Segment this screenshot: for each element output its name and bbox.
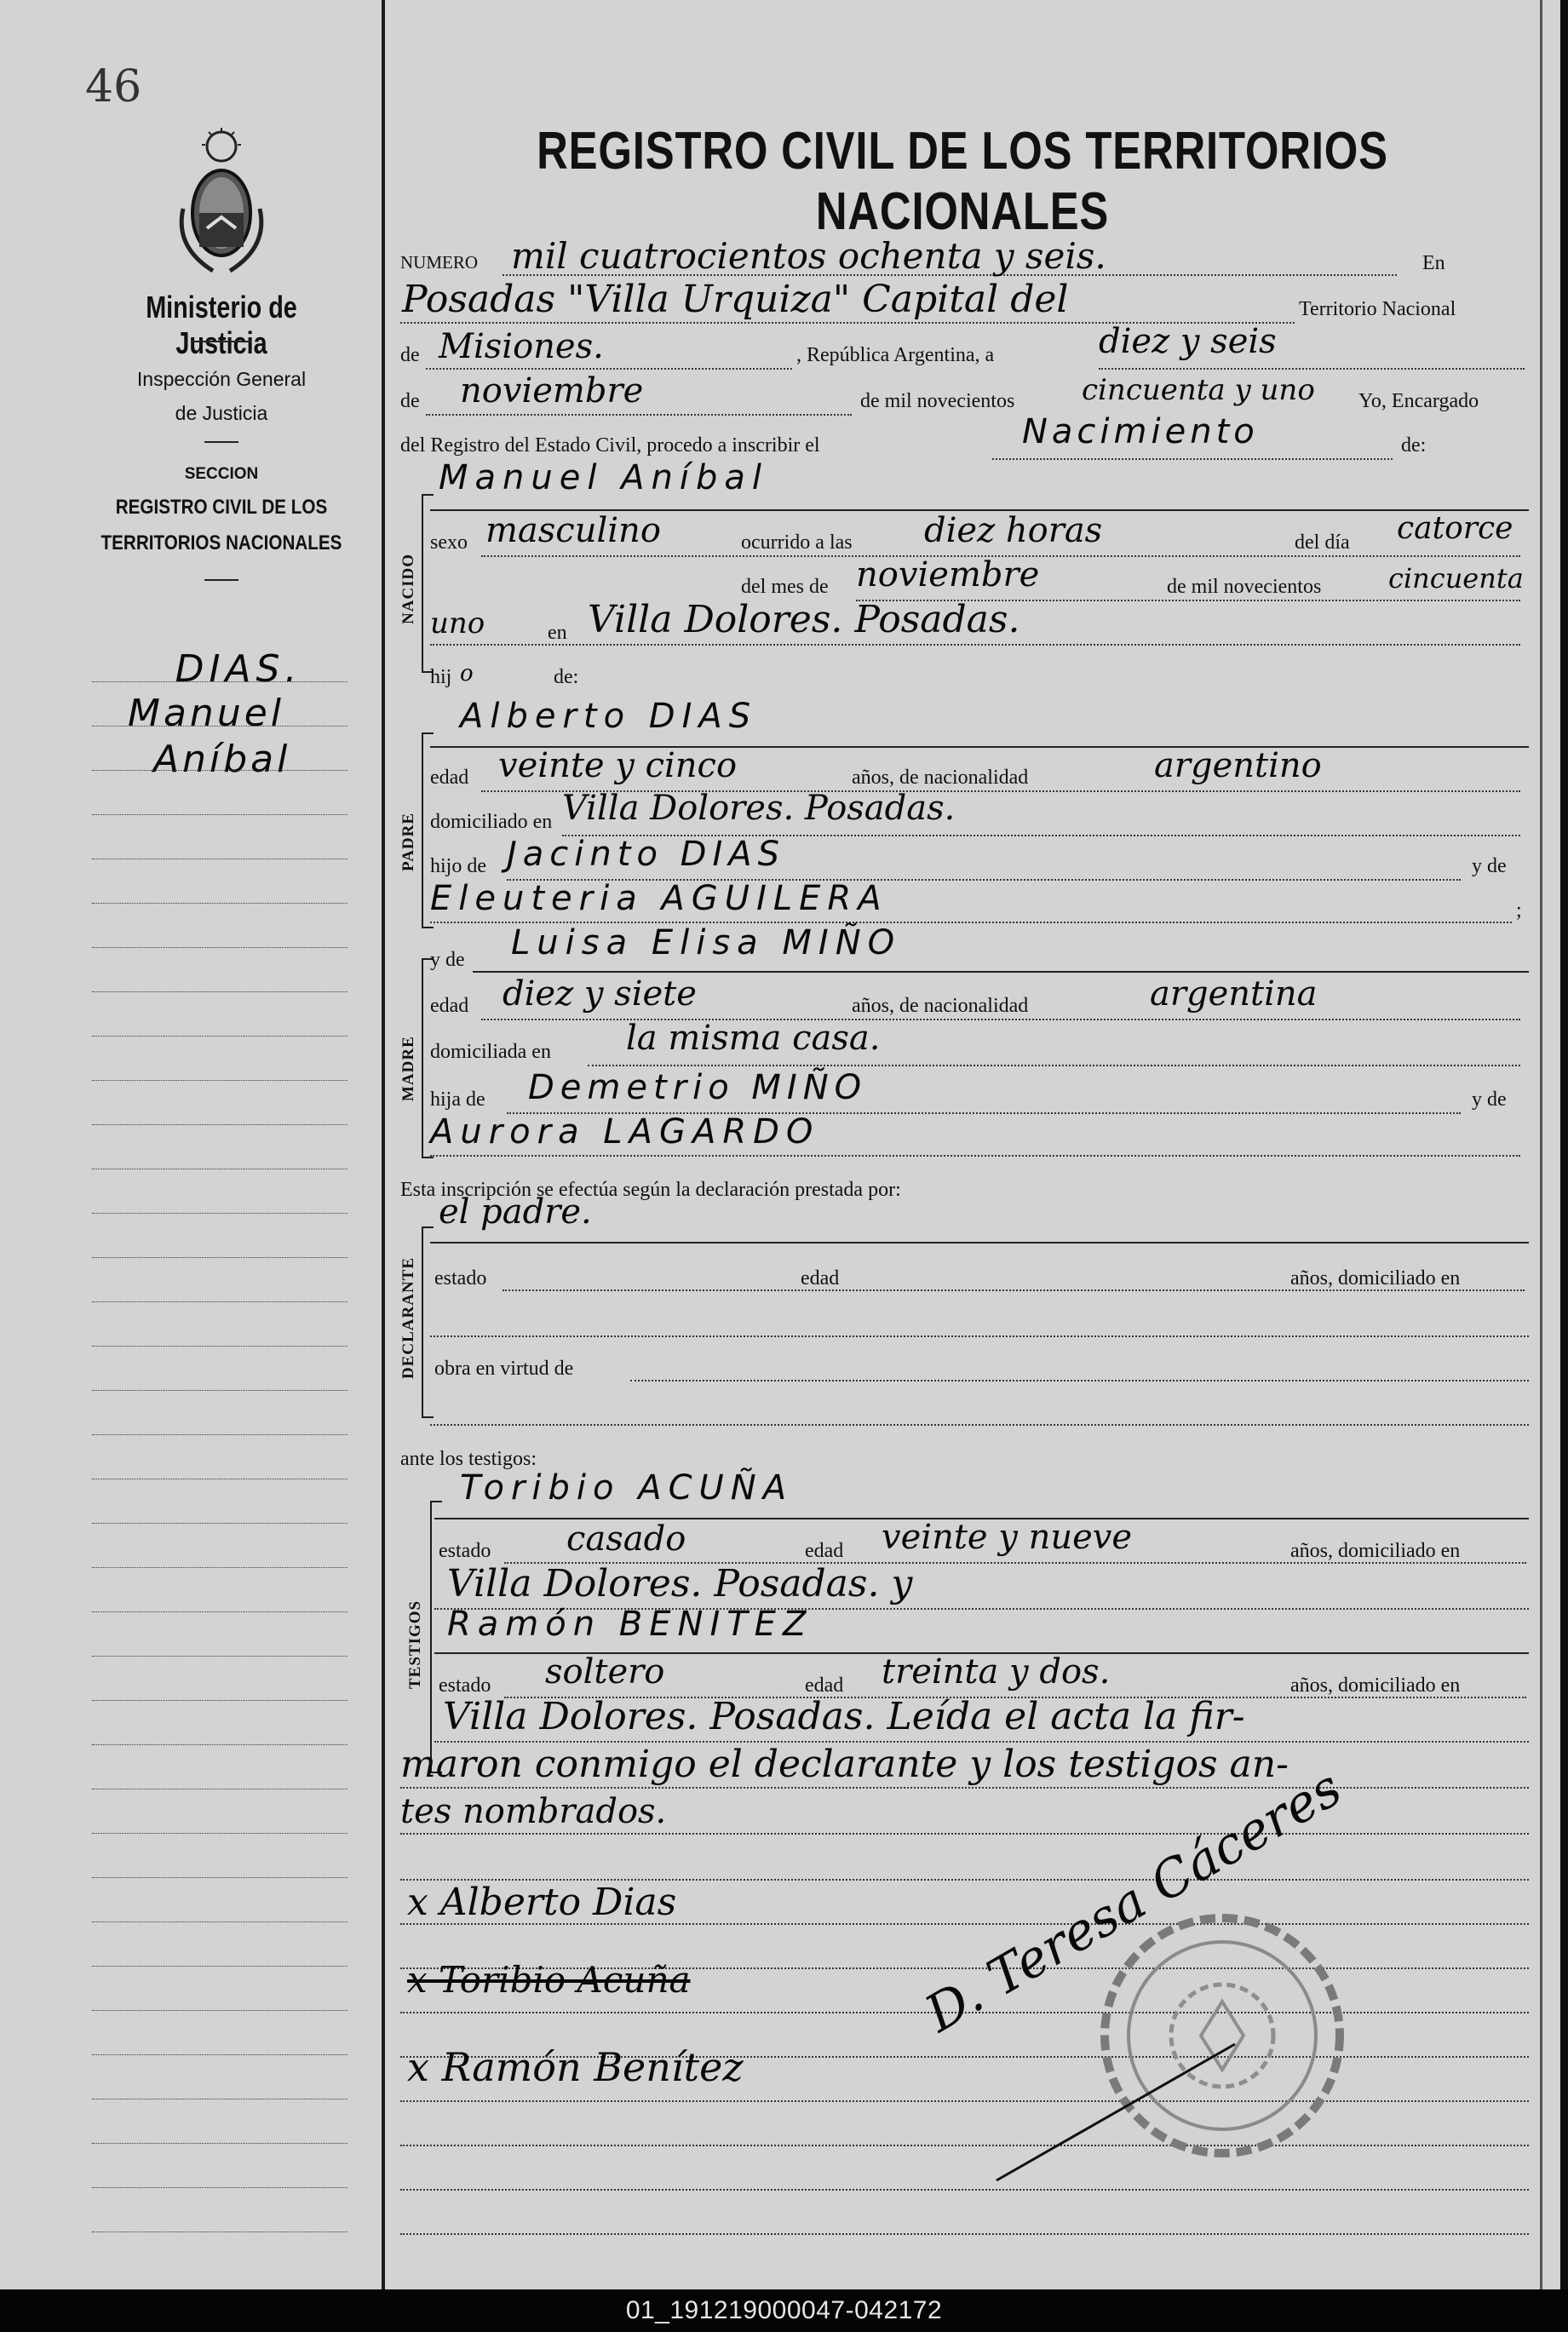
testigo2-estado: soltero bbox=[545, 1652, 665, 1692]
mes-label: del mes de bbox=[741, 576, 829, 598]
nacido-brace bbox=[422, 494, 423, 673]
anios-t1-label: años, domiciliado en bbox=[1290, 1540, 1461, 1562]
estado-t1-label: estado bbox=[439, 1540, 491, 1562]
dotted-line bbox=[1099, 368, 1525, 370]
form-line bbox=[473, 971, 1529, 973]
semicolon: ; bbox=[1516, 899, 1522, 922]
month-value: noviembre bbox=[460, 371, 644, 411]
edad-declarante-label: edad bbox=[801, 1267, 840, 1289]
inspection-line2: de Justicia bbox=[175, 402, 268, 424]
mil-label: de mil novecientos bbox=[860, 390, 1015, 412]
lugar-value: Villa Dolores. Posadas. bbox=[588, 598, 1020, 641]
edad-t2-label: edad bbox=[805, 1674, 844, 1697]
testigos-brace bbox=[430, 1501, 432, 1773]
margin-given-name2: Aníbal bbox=[153, 738, 291, 781]
page-number: 46 bbox=[85, 61, 142, 112]
divider bbox=[192, 341, 251, 342]
anios-madre-label: años, de nacionalidad bbox=[852, 995, 1029, 1017]
madre-de-madre-value: Aurora LAGARDO bbox=[430, 1112, 820, 1152]
margin-given-name1: Manuel bbox=[128, 692, 284, 735]
anios-declarante-label: años, domiciliado en bbox=[1290, 1267, 1461, 1289]
page-title: REGISTRO CIVIL DE LOS TERRITORIOS NACIONALES bbox=[537, 122, 1388, 241]
day-value: diez y seis bbox=[1099, 322, 1277, 361]
margin-line bbox=[92, 814, 347, 815]
domicilio-madre-value: la misma casa. bbox=[626, 1019, 881, 1058]
margin-line bbox=[92, 1744, 347, 1745]
margin-line bbox=[92, 1833, 347, 1834]
declarante-side-label: DECLARANTE bbox=[399, 1256, 417, 1379]
hijo-label: hij bbox=[430, 666, 452, 688]
inspection-line1: Inspección General bbox=[136, 368, 307, 390]
margin-line bbox=[92, 1611, 347, 1612]
sexo-value: masculino bbox=[485, 511, 661, 550]
margin-line bbox=[92, 2010, 347, 2011]
section-line1: REGISTRO CIVIL DE LOS bbox=[115, 496, 328, 519]
y-de-padre-label: y de bbox=[1472, 855, 1507, 877]
dotted-line bbox=[430, 1335, 1529, 1337]
margin-line bbox=[92, 1390, 347, 1391]
dotted-line bbox=[400, 1787, 1529, 1789]
padre-side-label: PADRE bbox=[399, 812, 417, 871]
nacionalidad-madre-value: argentina bbox=[1150, 974, 1318, 1014]
margin-line bbox=[92, 1434, 347, 1435]
testigos-intro: ante los testigos: bbox=[400, 1448, 537, 1470]
encargado-label: Yo, Encargado bbox=[1358, 390, 1479, 412]
declarante-intro: Esta inscripción se efectúa según la declaración prestada por: bbox=[400, 1179, 901, 1201]
y-de-madre-label: y de bbox=[430, 949, 465, 971]
margin-line bbox=[92, 991, 347, 992]
y-de-madre2-label: y de bbox=[1472, 1088, 1507, 1111]
margin-line bbox=[92, 1036, 347, 1037]
nacido-side-label: NACIDO bbox=[399, 553, 417, 624]
padre-de-padre-value: Jacinto DIAS bbox=[507, 835, 785, 874]
padre-name-value: Alberto DIAS bbox=[460, 697, 758, 736]
madre-side-label: MADRE bbox=[399, 1036, 417, 1101]
hora-value: diez horas bbox=[924, 511, 1103, 550]
edad-padre-value: veinte y cinco bbox=[498, 746, 738, 785]
testigo2-name: Ramón BENITEZ bbox=[447, 1605, 813, 1644]
republica-label: , República Argentina, a bbox=[796, 344, 995, 366]
margin-line bbox=[92, 1301, 347, 1302]
hija-de-label: hija de bbox=[430, 1088, 485, 1111]
margin-line bbox=[92, 1257, 347, 1258]
estado-declarante-label: estado bbox=[434, 1267, 487, 1289]
margin-line bbox=[92, 1080, 347, 1081]
hijo-value: o bbox=[460, 661, 474, 686]
margin-line bbox=[92, 2231, 347, 2232]
de-label: de bbox=[400, 344, 420, 366]
margin-line bbox=[92, 726, 347, 727]
domicilio-padre-label: domiciliado en bbox=[430, 811, 553, 833]
testigo1-edad: veinte y nueve bbox=[882, 1518, 1133, 1557]
ocurrido-label: ocurrido a las bbox=[741, 531, 853, 554]
anio-value-b: uno bbox=[430, 606, 485, 640]
madre-de-padre-value: Eleuteria AGUILERA bbox=[430, 879, 888, 918]
section-label: SECCION bbox=[184, 465, 259, 483]
domicilio-madre-label: domiciliada en bbox=[430, 1041, 551, 1063]
act-type-value: Nacimiento bbox=[1022, 412, 1259, 451]
page-edge bbox=[1540, 0, 1542, 2289]
signature-line bbox=[400, 2189, 1529, 2191]
edad-madre-value: diez y siete bbox=[503, 974, 697, 1014]
padre-de-madre-value: Demetrio MIÑO bbox=[528, 1068, 868, 1107]
sexo-label: sexo bbox=[430, 531, 468, 554]
madre-brace bbox=[422, 958, 423, 1158]
section-line2: TERRITORIOS NACIONALES bbox=[101, 531, 342, 554]
form-line bbox=[430, 1242, 1529, 1244]
domicilio-padre-value: Villa Dolores. Posadas. bbox=[562, 789, 956, 828]
dotted-line bbox=[426, 368, 792, 370]
de-label: de bbox=[400, 390, 420, 412]
signature-1: x Alberto Dias bbox=[407, 1881, 677, 1924]
ministry-label: Ministerio de Justicia bbox=[146, 290, 297, 360]
margin-line bbox=[92, 947, 347, 948]
declarante-value: el padre. bbox=[439, 1192, 592, 1232]
dia-value: catorce bbox=[1397, 511, 1513, 546]
estado-t2-label: estado bbox=[439, 1674, 491, 1697]
year-value: cincuenta y uno bbox=[1082, 373, 1315, 407]
signature-line bbox=[400, 2145, 1529, 2146]
de-nacido-label: de: bbox=[554, 666, 579, 688]
margin-line bbox=[92, 1124, 347, 1125]
signature-3: x Ramón Benítez bbox=[407, 2044, 744, 2090]
divider bbox=[204, 579, 238, 581]
de-colon-label: de: bbox=[1401, 434, 1427, 457]
margin-line bbox=[92, 1921, 347, 1922]
padre-brace bbox=[422, 732, 423, 928]
margin-line bbox=[92, 1966, 347, 1967]
place-value: Posadas "Villa Urquiza" Capital del bbox=[402, 278, 1069, 321]
signature-line bbox=[400, 2100, 1529, 2102]
anios-padre-label: años, de nacionalidad bbox=[852, 767, 1029, 789]
dotted-line bbox=[426, 414, 852, 416]
nacido-name-value: Manuel Aníbal bbox=[439, 458, 769, 497]
numero-value: mil cuatrocientos ochenta y seis. bbox=[511, 235, 1106, 277]
dia-label: del día bbox=[1295, 531, 1350, 554]
testigos-side-label: TESTIGOS bbox=[406, 1600, 424, 1689]
mes-value: noviembre bbox=[856, 555, 1040, 594]
margin-line bbox=[92, 1567, 347, 1568]
dotted-line bbox=[430, 1155, 1520, 1157]
registro-label: del Registro del Estado Civil, procedo a inscribir el bbox=[400, 434, 820, 457]
margin-rule bbox=[382, 0, 385, 2289]
testigo1-name: Toribio ACUÑA bbox=[460, 1468, 794, 1508]
closing-line1: maron conmigo el declarante y los testigos an- bbox=[400, 1743, 1289, 1786]
coat-of-arms-emblem-icon bbox=[175, 128, 268, 277]
testigo2-domicilio: Villa Dolores. Posadas. Leída el acta la fir- bbox=[443, 1695, 1245, 1738]
obra-label: obra en virtud de bbox=[434, 1358, 574, 1380]
territory-value: Misiones. bbox=[439, 327, 604, 366]
dotted-line bbox=[400, 1833, 1529, 1835]
official-signature: D. Teresa Cáceres bbox=[916, 1758, 1352, 2044]
dotted-line bbox=[430, 1424, 1529, 1426]
margin-line bbox=[92, 1700, 347, 1701]
mil-nacido-label: de mil novecientos bbox=[1167, 576, 1322, 598]
margin-line bbox=[92, 2054, 347, 2055]
anios-t2-label: años, domiciliado en bbox=[1290, 1674, 1461, 1697]
margin-line bbox=[92, 2143, 347, 2144]
margin-line bbox=[92, 1346, 347, 1347]
footer-id: 01_191219000047-042172 bbox=[625, 2296, 943, 2324]
margin-line bbox=[92, 1213, 347, 1214]
closing-line2: tes nombrados. bbox=[400, 1792, 667, 1831]
en-label: En bbox=[1422, 252, 1445, 274]
hijo-de-label: hijo de bbox=[430, 855, 486, 877]
testigo2-edad: treinta y dos. bbox=[882, 1652, 1111, 1692]
signature-line bbox=[400, 2233, 1529, 2235]
edad-madre-label: edad bbox=[430, 995, 469, 1017]
dotted-line bbox=[630, 1380, 1529, 1381]
divider bbox=[204, 441, 238, 443]
declarante-brace bbox=[422, 1226, 423, 1418]
margin-line bbox=[92, 2187, 347, 2188]
edad-t1-label: edad bbox=[805, 1540, 844, 1562]
dotted-line bbox=[992, 458, 1393, 460]
margin-line bbox=[92, 1656, 347, 1657]
testigo1-estado: casado bbox=[566, 1519, 686, 1559]
testigo1-domicilio: Villa Dolores. Posadas. y bbox=[447, 1562, 913, 1605]
signature-2: x Toribio Acuña bbox=[407, 1959, 691, 2001]
nacionalidad-padre-value: argentino bbox=[1154, 746, 1322, 785]
en-nacido-label: en bbox=[548, 622, 567, 644]
edad-padre-label: edad bbox=[430, 767, 469, 789]
margin-line bbox=[92, 903, 347, 904]
margin-line bbox=[92, 681, 347, 682]
territorio-label: Territorio Nacional bbox=[1299, 298, 1456, 320]
margin-line bbox=[92, 770, 347, 771]
dotted-line bbox=[430, 644, 1520, 646]
anio-value-a: cincuenta bbox=[1388, 562, 1524, 594]
margin-line bbox=[92, 1877, 347, 1878]
madre-name-value: Luisa Elisa MIÑO bbox=[511, 923, 902, 962]
numero-label: NUMERO bbox=[400, 252, 479, 273]
margin-line bbox=[92, 1523, 347, 1524]
margin-surname: DIAS. bbox=[175, 647, 302, 691]
dotted-line bbox=[588, 1065, 1520, 1066]
signature-flourish bbox=[979, 2027, 1252, 2197]
